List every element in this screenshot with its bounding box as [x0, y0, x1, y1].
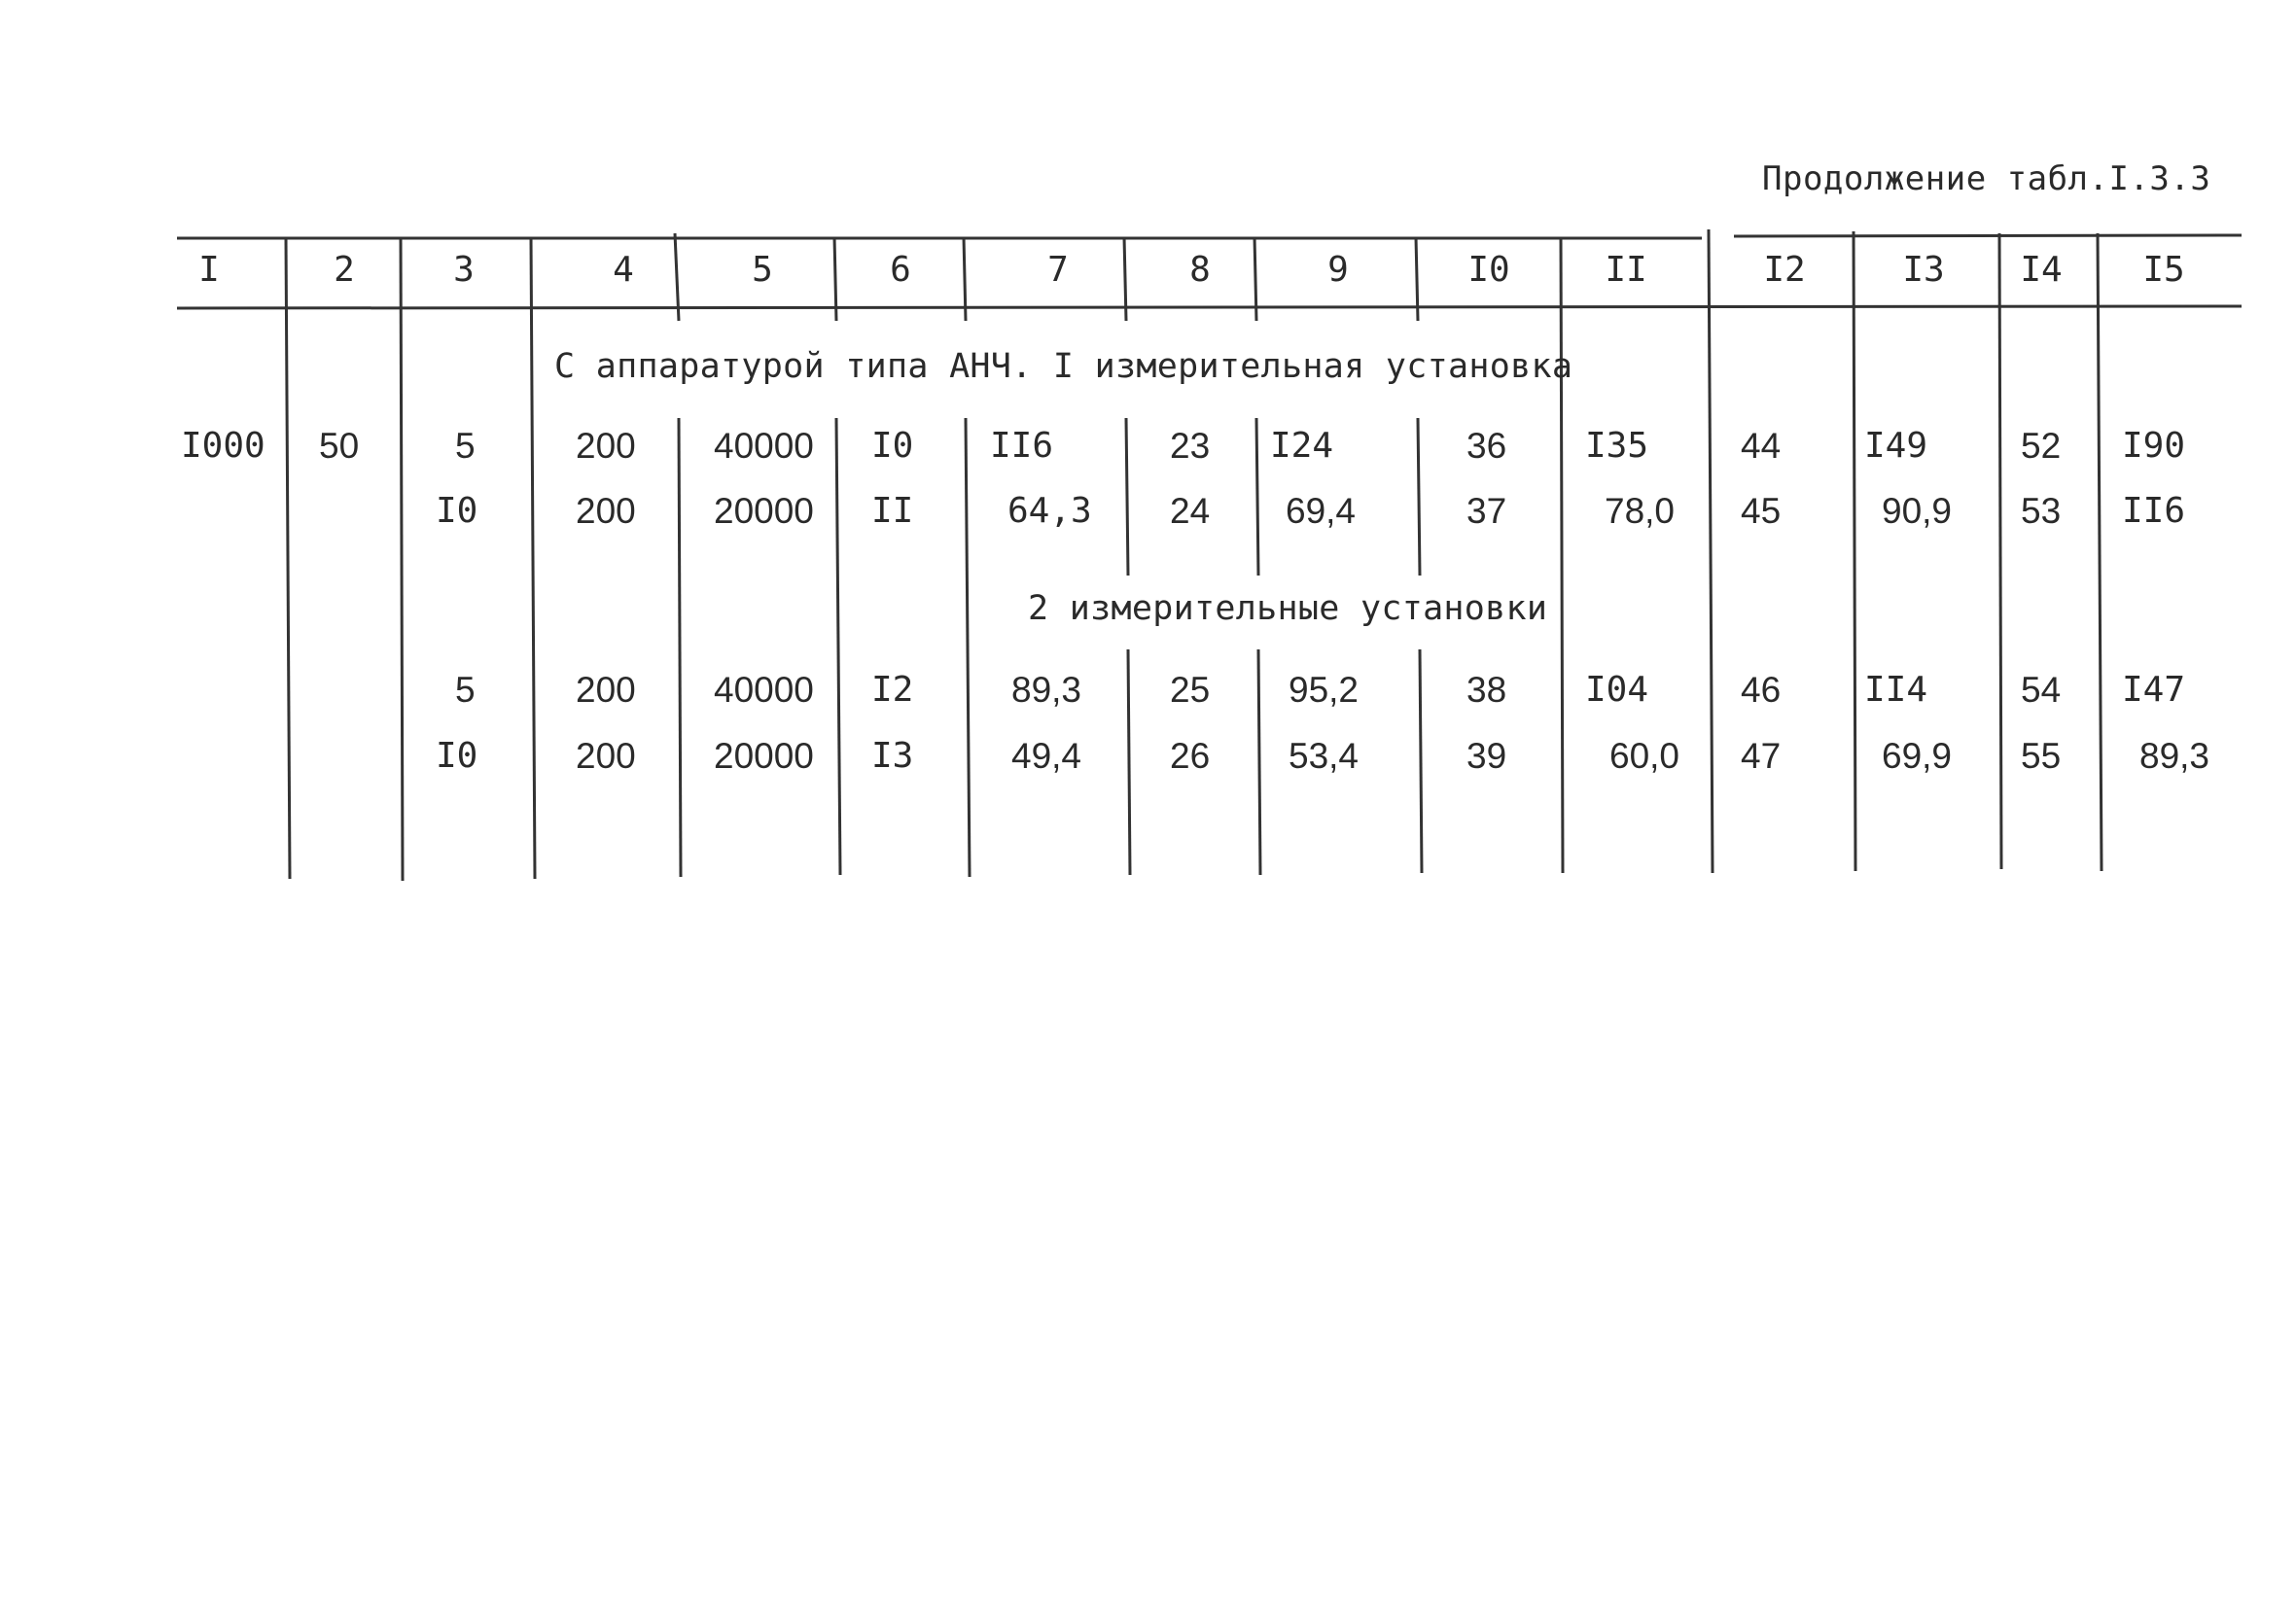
column-header: I0	[1467, 250, 1510, 290]
column-header: I	[198, 250, 220, 290]
table-cell: 200	[576, 491, 636, 531]
column-header: I3	[1902, 250, 1945, 290]
section-heading: С аппаратурой типа АНЧ. I измерительная установка	[554, 347, 1573, 386]
table-cell: II6	[2122, 491, 2186, 531]
column-header: 6	[890, 250, 911, 290]
table-cell: 54	[2021, 670, 2062, 710]
column-header: 4	[613, 250, 634, 290]
table-cell: 24	[1170, 491, 1211, 531]
table-cell: 44	[1741, 426, 1782, 466]
table-cell: 52	[2021, 426, 2062, 466]
table-cell: 69,4	[1286, 491, 1357, 531]
table-cell: 89,3	[2139, 736, 2210, 776]
table-cell: 5	[455, 670, 476, 710]
table-cell: 50	[319, 426, 360, 466]
table-cell: 47	[1741, 736, 1782, 776]
column-header: I4	[2020, 250, 2063, 290]
column-header: 9	[1327, 250, 1349, 290]
column-header: 5	[752, 250, 773, 290]
column-header: 3	[453, 250, 475, 290]
table-cell: 95,2	[1289, 670, 1360, 710]
column-header: I2	[1763, 250, 1806, 290]
table-cell: 200	[576, 736, 636, 776]
table-cell: I3	[871, 736, 914, 776]
table-cell: 20000	[714, 491, 814, 531]
table-cell: 60,0	[1609, 736, 1680, 776]
table-cell: I04	[1585, 670, 1649, 710]
table-cell: 37	[1466, 491, 1507, 531]
section-heading: 2 измерительные установки	[1028, 589, 1548, 628]
table-cell: II4	[1864, 670, 1928, 710]
table-cell: 25	[1170, 670, 1211, 710]
column-header: I5	[2142, 250, 2185, 290]
table-cell: 38	[1466, 670, 1507, 710]
table-cell: 200	[576, 670, 636, 710]
table-cell: 78,0	[1605, 491, 1676, 531]
table-cell: I000	[181, 426, 265, 466]
table-cell: 46	[1741, 670, 1782, 710]
table-cell: I24	[1270, 426, 1334, 466]
column-header: 8	[1189, 250, 1211, 290]
table-cell: 49,4	[1011, 736, 1082, 776]
table-cell: I0	[436, 491, 478, 531]
table-cell: 55	[2021, 736, 2062, 776]
table-cell: 64,3	[1007, 491, 1092, 531]
table-cell: 53	[2021, 491, 2062, 531]
table-cell: 69,9	[1882, 736, 1953, 776]
table-cell: 45	[1741, 491, 1782, 531]
table-cell: 89,3	[1011, 670, 1082, 710]
column-header: 2	[334, 250, 355, 290]
table-cell: 20000	[714, 736, 814, 776]
table-cell: 40000	[714, 426, 814, 466]
table-cell: I47	[2122, 670, 2186, 710]
table-cell: 90,9	[1882, 491, 1953, 531]
table-cell: 36	[1466, 426, 1507, 466]
table-cell: I0	[436, 736, 478, 776]
table-cell: I49	[1864, 426, 1928, 466]
table-cell: 23	[1170, 426, 1211, 466]
column-header: II	[1605, 250, 1647, 290]
table-cell: 53,4	[1289, 736, 1360, 776]
table-cell: II6	[990, 426, 1054, 466]
table-cell: 5	[455, 426, 476, 466]
table-cell: I90	[2122, 426, 2186, 466]
table-cell: II	[871, 491, 914, 531]
table-cell: I35	[1585, 426, 1649, 466]
table-cell: 39	[1466, 736, 1507, 776]
column-header: 7	[1047, 250, 1069, 290]
table-cell: 200	[576, 426, 636, 466]
table-cell: I0	[871, 426, 914, 466]
table-cell: 40000	[714, 670, 814, 710]
table-cell: I2	[871, 670, 914, 710]
table-caption: Продолжение табл.I.3.3	[1762, 159, 2211, 198]
table-cell: 26	[1170, 736, 1211, 776]
